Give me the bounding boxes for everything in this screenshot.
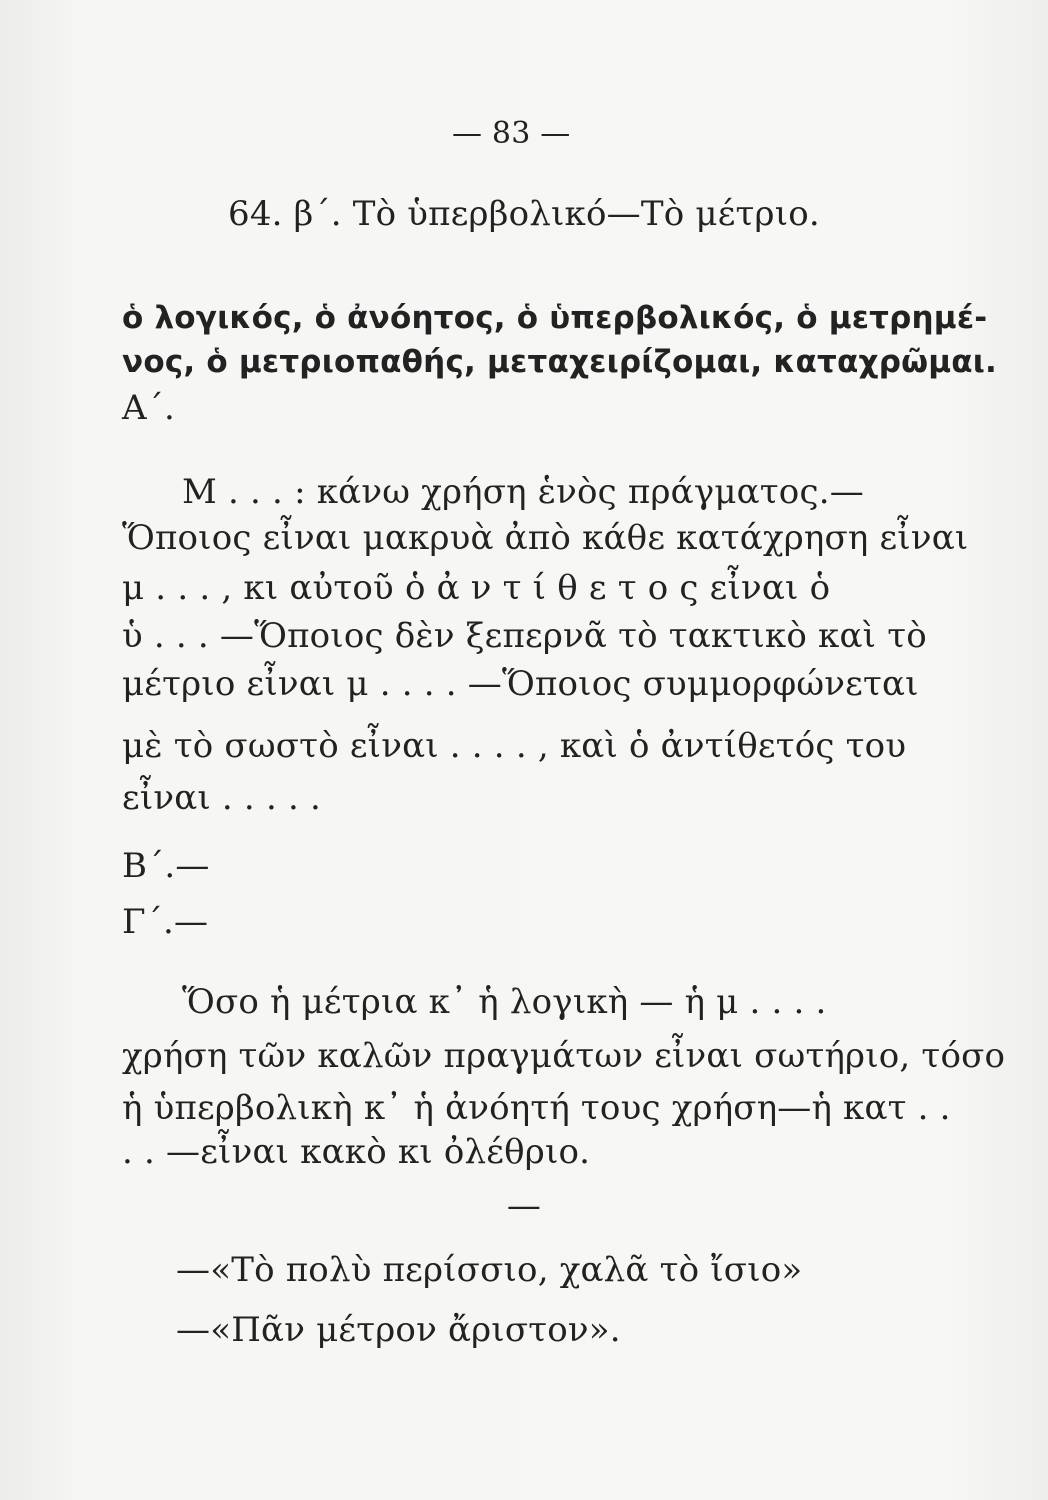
- page-number: — 83 —: [452, 116, 571, 151]
- section-c-line-4: . . —εἶναι κακὸ κι ὀλέθριο.: [122, 1132, 591, 1172]
- section-a-line-4: ὑ . . . —Ὅποιος δὲν ξεπερνᾶ τὸ τακτικὸ καὶ τὸ: [122, 616, 927, 656]
- section-b-label: Β΄.—: [122, 846, 210, 886]
- section-c-line-1: Ὅσο ἡ μέτρια κ᾽ ἡ λογικὴ — ἡ μ . . . .: [182, 982, 827, 1022]
- section-a-line-6: μὲ τὸ σωστὸ εἶναι . . . . , καὶ ὁ ἀντίθετός του: [122, 726, 907, 766]
- section-a-label: Α΄.: [122, 388, 175, 428]
- section-c-label: Γ΄.—: [122, 902, 209, 942]
- section-a-line-1: Μ . . . : κάνω χρήση ἑνὸς πράγματος.—: [182, 472, 864, 512]
- section-a-line-5: μέτριο εἶναι μ . . . . —Ὅποιος συμμορφώνεται: [122, 664, 919, 704]
- section-c-line-2: χρήση τῶν καλῶν πραγμάτων εἶναι σωτήριο, τόσο: [122, 1036, 1006, 1076]
- section-a-line-7: εἶναι . . . . .: [122, 778, 321, 818]
- section-c-line-3: ἡ ὑπερβολικὴ κ᾽ ἡ ἀνόητή τους χρήση—ἡ κατ . .: [122, 1088, 951, 1128]
- proverb-1: —«Τὸ πολὺ περίσσιο, χαλᾶ τὸ ἴσιο»: [176, 1250, 803, 1290]
- vocab-line-1: ὁ λογικός, ὁ ἀνόητος, ὁ ὑπερβολικός, ὁ μετρημέ-: [122, 300, 988, 336]
- section-a-line-3: μ . . . , κι αὐτοῦ ὁ ἀ ν τ ί θ ε τ ο ς εἶναι ὁ: [122, 568, 831, 608]
- proverb-2: —«Πᾶν μέτρον ἄριστον».: [176, 1310, 621, 1350]
- exercise-heading: 64. β΄. Τὸ ὑπερβολικό—Τὸ μέτριο.: [228, 194, 820, 234]
- vocab-line-2: νος, ὁ μετριοπαθής, μεταχειρίζομαι, καταχρῶμαι.: [122, 344, 998, 380]
- section-divider: —: [506, 1186, 542, 1226]
- section-a-line-2: Ὅποιος εἶναι μακρυὰ ἀπὸ κάθε κατάχρηση εἶναι: [122, 518, 969, 558]
